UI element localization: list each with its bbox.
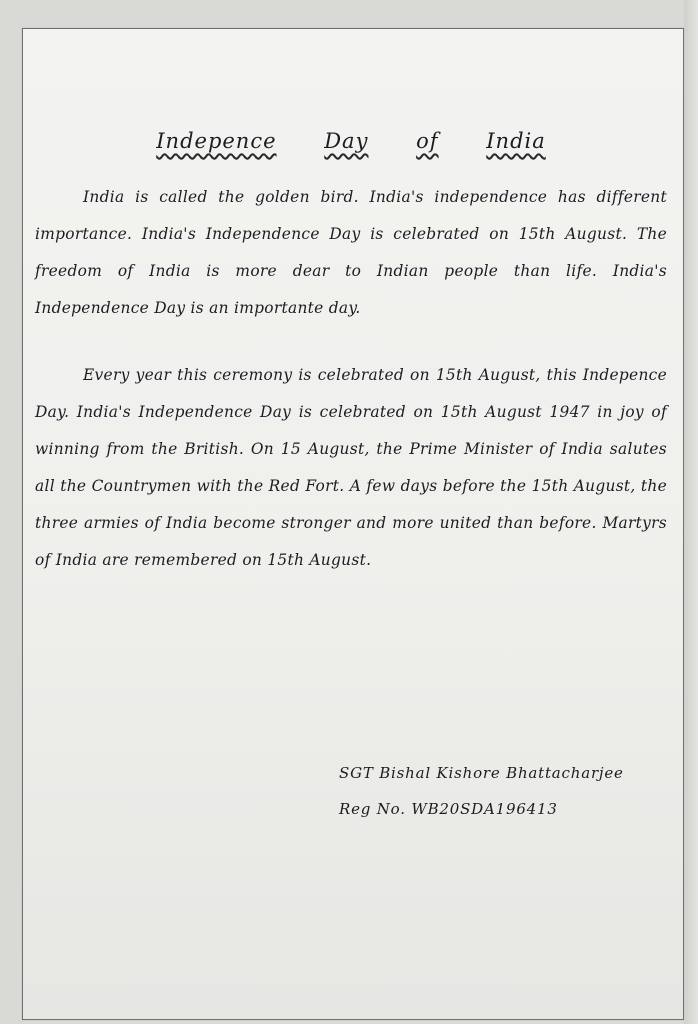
essay-body bbox=[35, 129, 667, 609]
registration-number: Reg No. WB20SDA196413 bbox=[339, 800, 558, 818]
title-word: India bbox=[486, 129, 546, 153]
paper-sheet bbox=[22, 28, 684, 1020]
paragraph-1: India is called the golden bird. India's independence has different importance. India's Independence Day is celebrated on 15th August. The freedom of India is more dear to Indian people than life. India's Independence Day is an importante day. bbox=[35, 188, 667, 317]
title-word: of bbox=[416, 129, 439, 153]
title-word: Indepence bbox=[156, 129, 277, 153]
page-edge bbox=[684, 0, 698, 1024]
essay-title bbox=[35, 129, 667, 153]
signature-name: SGT Bishal Kishore Bhattacharjee bbox=[339, 764, 624, 782]
title-word: Day bbox=[324, 129, 369, 153]
signature-block bbox=[339, 755, 624, 827]
paragraph-2: Every year this ceremony is celebrated on 15th August, this Indepence Day. India's Independence Day is celebrated on 15th August 1947 in joy of winning from the British. On 15 August, the Prime Minister of India salutes all the Countrymen with the Red Fort. A few days before the 15th August, the three armies of India become stronger and more united than before. Martyrs of India are remembered on 15th August. bbox=[35, 366, 667, 569]
